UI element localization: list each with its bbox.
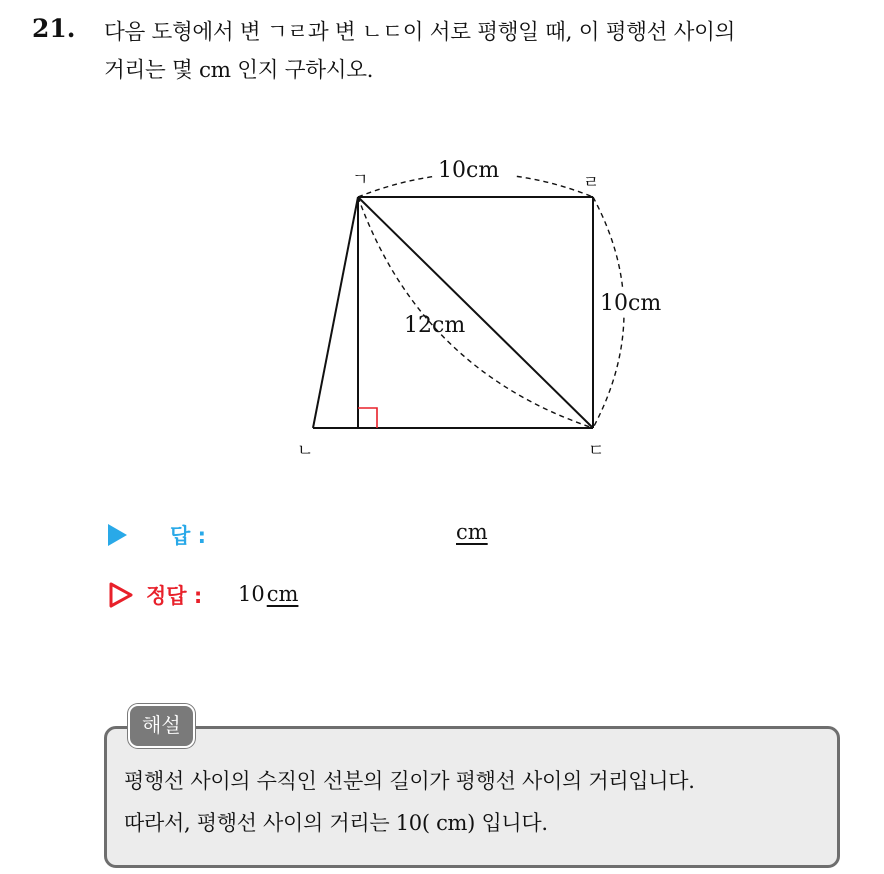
- diagonal: [358, 197, 593, 428]
- correct-answer: [238, 582, 298, 606]
- answer-unit: cm: [456, 520, 488, 544]
- correct-value: 10: [238, 582, 265, 606]
- play-arrow-icon: [108, 524, 127, 546]
- explanation-text: [124, 760, 834, 844]
- vertex-label-bottom-left: ㄴ: [297, 441, 314, 461]
- measure-right: 10cm: [600, 291, 662, 316]
- correct-label: 정답 :: [146, 584, 203, 608]
- vertex-label-top-right: ㄹ: [583, 173, 600, 193]
- question-line-2: 거리는 몇 cm 인지 구하시오.: [104, 58, 374, 83]
- vertex-label-bottom-right: ㄷ: [588, 441, 605, 461]
- vertex-label-top-left: ㄱ: [352, 170, 369, 190]
- measure-top: 10cm: [438, 158, 500, 183]
- outline-arrow-icon: [108, 582, 134, 608]
- correct-unit: cm: [266, 582, 299, 606]
- explanation-tag: 해설: [128, 704, 195, 748]
- question-line-1: 다음 도형에서 변 ㄱㄹ과 변 ㄴㄷ이 서로 평행일 때, 이 평행선 사이의: [104, 20, 736, 45]
- measure-diagonal: 12cm: [404, 313, 466, 338]
- explanation-line-1: 평행선 사이의 수직인 선분의 길이가 평행선 사이의 거리입니다.: [124, 769, 695, 793]
- answer-label: 답 :: [170, 524, 206, 548]
- edge-left-slant: [313, 197, 358, 428]
- question-number: 21.: [32, 14, 76, 43]
- explanation-line-2: 따라서, 평행선 사이의 거리는 10( cm) 입니다.: [124, 811, 548, 835]
- right-angle-mark: [358, 408, 377, 428]
